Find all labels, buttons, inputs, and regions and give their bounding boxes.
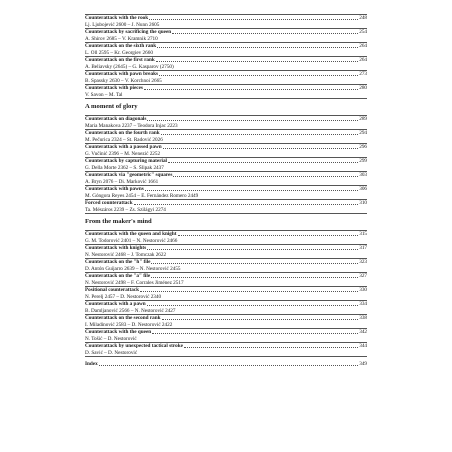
leader-dots: [151, 277, 358, 278]
toc-entry-page: 330: [359, 287, 367, 293]
section-heading: From the maker's mind: [85, 218, 152, 225]
toc-entry-title: Counterattack on the first rank: [85, 57, 155, 63]
toc-entry-game: G. Della Morte 2362 – S. Šlipak 2437: [85, 164, 164, 171]
toc-entry[interactable]: [85, 144, 367, 158]
toc-entry-title: Counterattack on the "h" file: [85, 259, 151, 265]
toc-entry[interactable]: [85, 200, 367, 214]
leader-dots: [151, 263, 358, 264]
toc-entry-game: N. Nestorović 2498 – F. Corrales Jiménez 2517: [85, 279, 184, 286]
leader-dots: [168, 162, 358, 163]
toc-entry-page: 248: [359, 15, 367, 21]
toc-entry-page: 338: [359, 315, 367, 321]
toc-entry-page: 254: [359, 29, 367, 35]
toc-entry-game: N. Tošić – D. Nestorović: [85, 335, 137, 342]
toc-entry[interactable]: [85, 43, 367, 57]
toc-entry-title: Counterattack by sacrificing the queen: [85, 29, 172, 35]
toc-entry-game: A. Bryn 2076 – Di. Marković 1661: [85, 178, 159, 185]
leader-dots: [134, 204, 359, 205]
toc-entry-game: L. Oll 2595 – Kr. Georgiev 2660: [85, 49, 153, 56]
section-heading: A moment of glory: [85, 103, 138, 110]
toc-entry[interactable]: [85, 329, 367, 343]
toc-entry-title: Counterattack on the fourth rank: [85, 130, 160, 136]
leader-dots: [162, 319, 359, 320]
toc-entry-game: M. Pečurica 2324 – St. Radović 2026: [85, 136, 163, 143]
toc-group-1: [85, 14, 367, 99]
toc-entry-page: 334: [359, 301, 367, 307]
leader-dots: [140, 291, 358, 292]
toc-entry[interactable]: [85, 172, 367, 186]
toc-entry[interactable]: [85, 158, 367, 172]
toc-entry-page: 344: [359, 343, 367, 349]
toc-entry[interactable]: [85, 245, 367, 259]
toc-entry-game: I. Miladinović 2583 – D. Nestorović 2422: [85, 321, 173, 328]
toc-entry-page: 342: [359, 329, 367, 335]
toc-group-3: [85, 230, 367, 357]
toc-entry-page: 294: [359, 130, 367, 136]
toc-index-title: Index: [85, 361, 98, 367]
toc-entry-game: D. Savić – D. Nestorović: [85, 349, 138, 356]
toc-entry-game: G. M. Todorović 2401 – N. Nestorović 2466: [85, 237, 178, 244]
toc-entry[interactable]: [85, 29, 367, 43]
toc-entry-title: Counterattack with knights: [85, 245, 147, 251]
leader-dots: [147, 305, 359, 306]
toc-entry[interactable]: [85, 231, 367, 245]
toc-entry-title: Counterattack on diagonals: [85, 116, 147, 122]
toc-entry[interactable]: [85, 273, 367, 287]
toc-entry-title: Counterattack by capturing material: [85, 158, 167, 164]
toc-entry[interactable]: [85, 116, 367, 130]
leader-dots: [147, 249, 358, 250]
leader-dots: [172, 33, 358, 34]
toc-entry-game: N. Nestorović 2468 – J. Tomczak 2622: [85, 251, 167, 258]
toc-entry-game: V. Savon – M. Tal: [85, 91, 123, 98]
toc-entry-page: 303: [359, 172, 367, 178]
toc-entry[interactable]: [85, 301, 367, 315]
toc-entry-title: Counterattack on the second rank: [85, 315, 161, 321]
toc-index-page: 349: [359, 361, 367, 367]
toc-entry-page: 273: [359, 71, 367, 77]
toc-entry-game: B. Damljanović 2566 – N. Nestorović 2427: [85, 307, 176, 314]
toc-entry[interactable]: [85, 287, 367, 301]
toc-entry-title: Counterattack with the queen and knight: [85, 231, 177, 237]
leader-dots: [149, 19, 358, 20]
toc-entry[interactable]: [85, 343, 367, 357]
toc-entry-title: Counterattack with a passed pawn: [85, 144, 162, 150]
toc-entry[interactable]: [85, 85, 367, 99]
toc-entry-game: G. Vučinić 2396 – M. Nenezić 2252: [85, 150, 161, 157]
toc-entry-title: Counterattack with the rook: [85, 15, 149, 21]
leader-dots: [145, 190, 358, 191]
toc-group-2: [85, 115, 367, 214]
toc-index-entry[interactable]: [85, 361, 367, 368]
toc-entry-title: Counterattack with pawn breaks: [85, 71, 158, 77]
toc-entry-title: Counterattack with pieces: [85, 85, 143, 91]
toc-entry[interactable]: [85, 315, 367, 329]
leader-dots: [156, 61, 358, 62]
toc-entry-page: 323: [359, 259, 367, 265]
toc-entry-page: 299: [359, 158, 367, 164]
toc-entry-title: Counterattack with a pawn: [85, 301, 146, 307]
toc-entry-game: A. Shirov 2685 – V. Kramnik 2710: [85, 35, 158, 42]
toc-entry-page: 280: [359, 85, 367, 91]
leader-dots: [147, 120, 358, 121]
toc-entry-page: 327: [359, 273, 367, 279]
toc-entry-game: D. Antón Guijarro 2639 – N. Nestorović 2455: [85, 265, 181, 272]
toc-entry-game: B. Spassky 2630 – V. Korchnoi 2665: [85, 77, 162, 84]
toc-entry-page: 306: [359, 186, 367, 192]
toc-entry-page: 317: [359, 245, 367, 251]
toc-entry-title: Counterattack with the queen: [85, 329, 152, 335]
toc-entry-page: 296: [359, 144, 367, 150]
toc-entry-page: 264: [359, 57, 367, 63]
leader-dots: [157, 47, 358, 48]
toc-entry-game: Maria Manakova 2237 – Teodora Injac 2223: [85, 122, 178, 129]
toc-entry[interactable]: [85, 186, 367, 200]
toc-entry-title: Counterattack with pawns: [85, 186, 144, 192]
toc-entry[interactable]: [85, 259, 367, 273]
toc-entry[interactable]: [85, 57, 367, 71]
toc-entry-game: A. Beliavsky (2645) – G. Kasparov (2750): [85, 63, 174, 70]
toc-entry-game: M. Góngora Reyes 2454 – E. Fernández Romero 2449: [85, 192, 199, 199]
toc-entry-title: Positional counterattack: [85, 287, 140, 293]
toc-entry-page: 289: [359, 116, 367, 122]
toc-entry-title: Counterattack via "geometric" squares: [85, 172, 173, 178]
toc-entry[interactable]: [85, 71, 367, 85]
leader-dots: [144, 89, 358, 90]
leader-dots: [161, 134, 359, 135]
leader-dots: [173, 176, 358, 177]
table-of-contents: [85, 14, 367, 368]
leader-dots: [178, 235, 359, 236]
toc-entry-title: Counterattack on the "a" file: [85, 273, 151, 279]
leader-dots: [184, 347, 358, 348]
toc-entry-game: Ta. Mészáros 2239 – Zs. Szilágyi 2274: [85, 206, 166, 213]
toc-entry-title: Forced counterattack: [85, 200, 133, 206]
toc-entry-page: 315: [359, 231, 367, 237]
leader-dots: [159, 75, 358, 76]
leader-dots: [99, 365, 359, 366]
leader-dots: [163, 148, 359, 149]
toc-entry-page: 310: [359, 200, 367, 206]
toc-entry-game: N. Perelj 2457 – D. Nestorović 2340: [85, 293, 162, 300]
toc-entry-game: Lj. Ljubojević 2600 – J. Nunn 2605: [85, 21, 160, 28]
toc-entry-title: Counterattack on the sixth rank: [85, 43, 157, 49]
toc-entry-page: 264: [359, 43, 367, 49]
toc-entry[interactable]: [85, 15, 367, 29]
leader-dots: [152, 333, 358, 334]
toc-entry-title: Counterattack by unexpected tactical stroke: [85, 343, 183, 349]
toc-entry[interactable]: [85, 130, 367, 144]
